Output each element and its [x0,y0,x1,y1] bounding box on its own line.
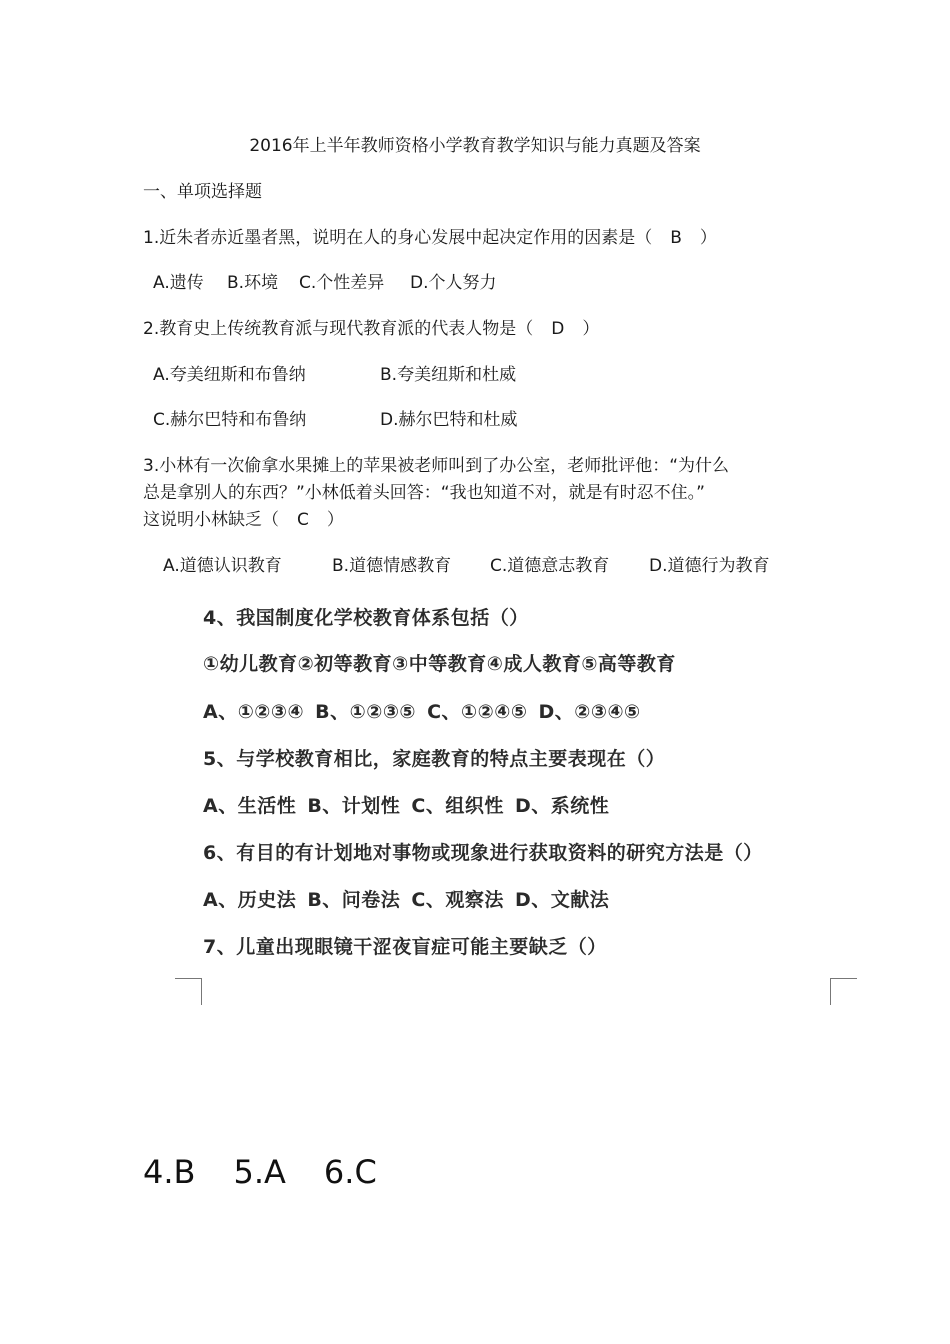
question-3-close: ） [326,510,344,530]
answer-5: 5.A [233,1153,286,1191]
section-heading: 一、单项选择题 [143,182,262,202]
question-1-answer: B [670,228,682,248]
document-title: 2016年上半年教师资格小学教育教学知识与能力真题及答案 [249,136,701,156]
scanned-question-5: 5、与学校教育相比，家庭教育的特点主要表现在（） [203,748,666,770]
corner-mark-right [830,978,857,1005]
question-3-option-a: A.道德认识教育 [163,556,282,576]
question-2-stem: 2.教育史上传统教育派与现代教育派的代表人物是（ [143,319,534,339]
question-3-stem-end: 这说明小林缺乏（ [143,510,279,530]
answer-4: 4.B [143,1153,196,1191]
question-3-answer: C [297,510,309,530]
corner-mark-left [175,978,202,1005]
question-2-option-d: D.赫尔巴特和杜威 [380,410,518,430]
scanned-question-4: 4、我国制度化学校教育体系包括（） [203,607,529,629]
scanned-question-4-items: ①幼儿教育②初等教育③中等教育④成人教育⑤高等教育 [203,653,676,675]
question-3-option-c: C.道德意志教育 [490,556,610,576]
question-2-option-a: A.夸美纽斯和布鲁纳 [153,365,306,385]
scanned-question-6-options: A、历史法 B、问卷法 C、观察法 D、文献法 [203,889,610,911]
question-2-answer: D [551,319,565,339]
answer-6: 6.C [323,1153,377,1191]
question-3-line-2: 总是拿别人的东西？”小林低着头回答：“我也知道不对，就是有时忍不住。” [143,483,705,503]
answers-line [143,1152,415,1192]
question-1-option-c: C.个性差异 [299,273,385,293]
question-1-option-a: A.遗传 [153,273,204,293]
scanned-question-7: 7、儿童出现眼镜干涩夜盲症可能主要缺乏（） [203,936,607,958]
scanned-question-6: 6、有目的有计划地对事物或现象进行获取资料的研究方法是（） [203,842,763,864]
question-3-line-1: 3.小林有一次偷拿水果摊上的苹果被老师叫到了办公室，老师批评他：“为什么 [143,456,730,476]
scanned-question-4-options: A、①②③④ B、①②③⑤ C、①②④⑤ D、②③④⑤ [203,701,641,723]
question-3-option-d: D.道德行为教育 [649,556,770,576]
question-2-close: ） [582,319,600,339]
question-2-option-c: C.赫尔巴特和布鲁纳 [153,410,307,430]
question-3-line-3 [143,509,344,531]
question-1-option-b: B.环境 [227,273,279,293]
question-1-option-d: D.个人努力 [410,273,497,293]
scanned-question-5-options: A、生活性 B、计划性 C、组织性 D、系统性 [203,795,610,817]
question-2 [143,318,599,340]
question-1-close: ） [699,228,717,248]
question-1 [143,227,717,249]
question-1-stem: 1.近朱者赤近墨者黑，说明在人的身心发展中起决定作用的因素是（ [143,228,653,248]
question-2-option-b: B.夸美纽斯和杜威 [380,365,517,385]
question-3-option-b: B.道德情感教育 [332,556,452,576]
